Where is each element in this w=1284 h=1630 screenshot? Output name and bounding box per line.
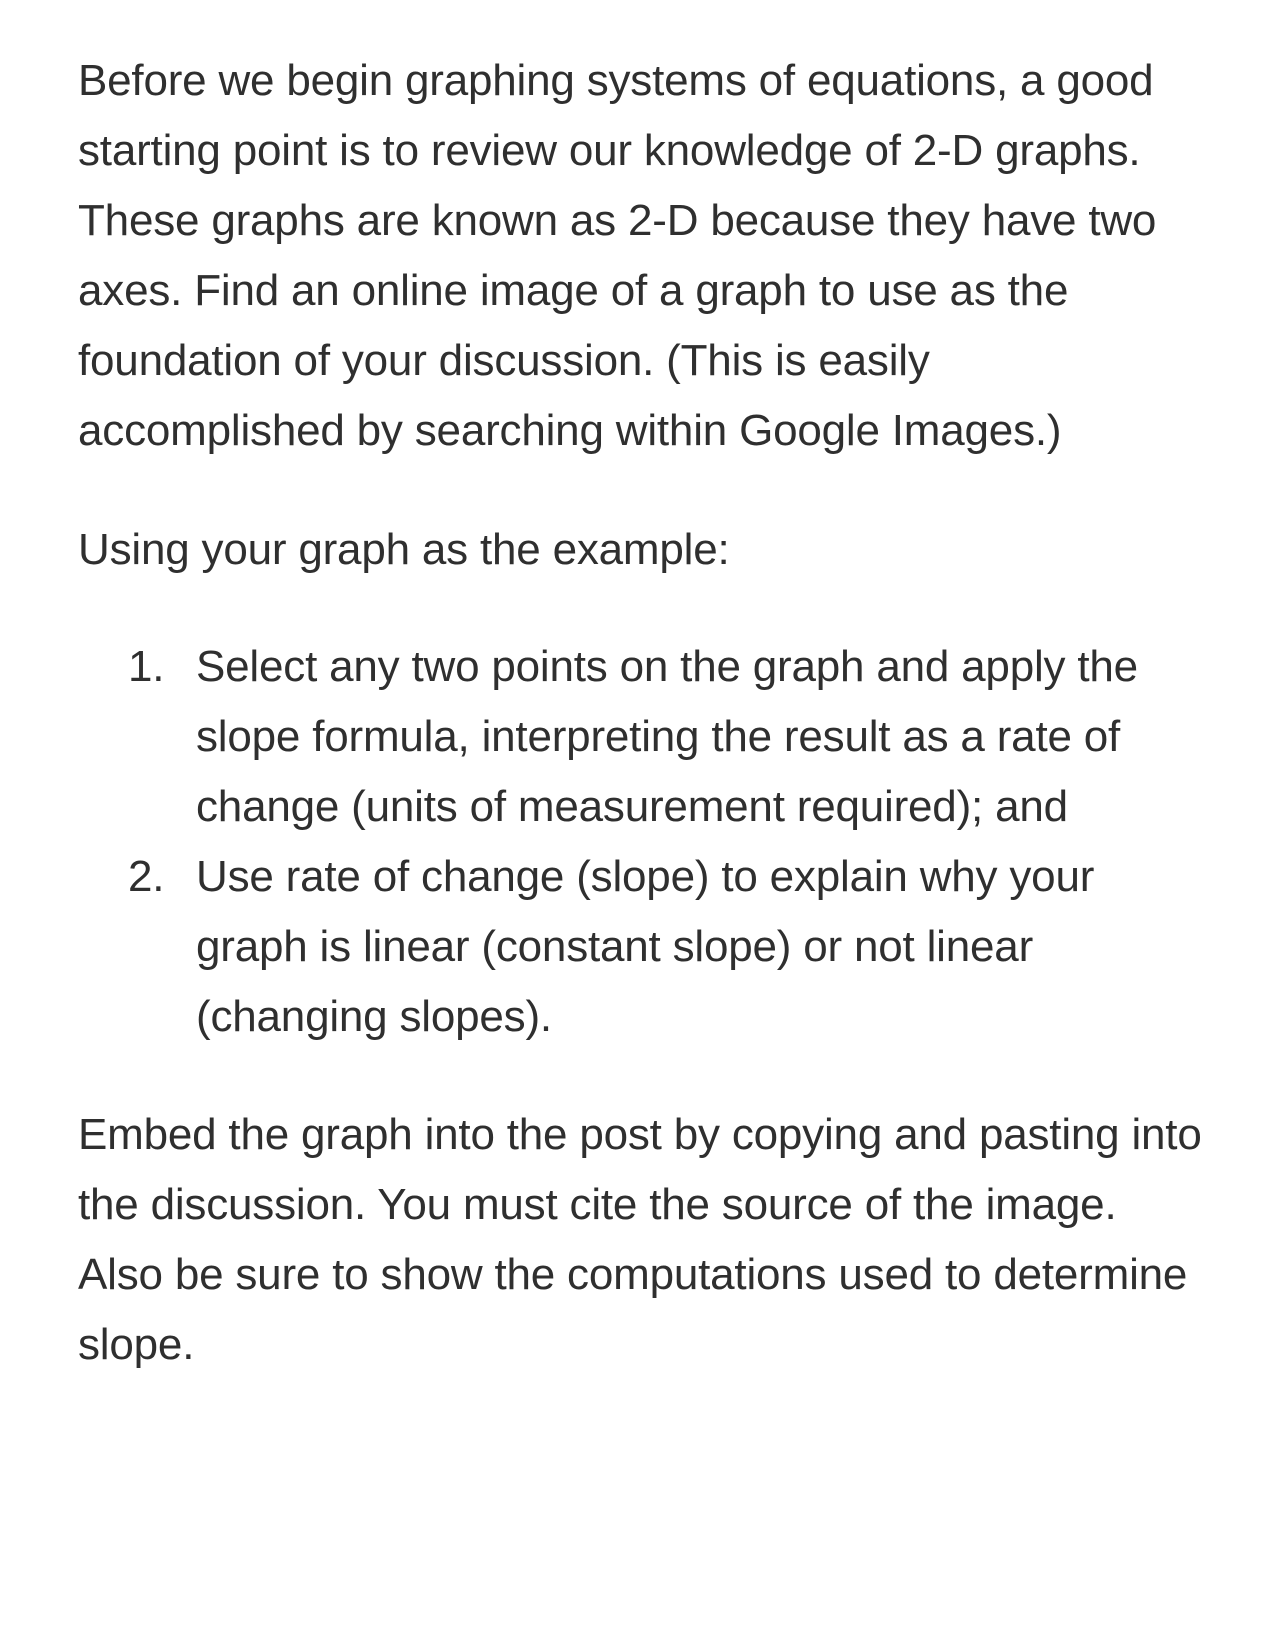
intro-paragraph: Before we begin graphing systems of equations, a good starting point is to review our knowledge of 2-D graphs. These graphs are known as 2-D because they have two axes. Find an online image of a graph to use as the foundation of your discussion. (This is easily accomplished by searching within Google Images.) — [78, 56, 1157, 455]
assignment-prompt — [78, 46, 1208, 1380]
step-text: Use rate of change (slope) to explain why your graph is linear (constant slope) or not linear (changing slopes). — [196, 852, 1095, 1041]
steps-list — [78, 632, 1208, 1052]
step-number: 1. — [128, 642, 165, 691]
step-text: Select any two points on the graph and apply the slope formula, interpreting the result as a rate of change (units of measurement required); and — [196, 642, 1138, 831]
lead-paragraph: Using your graph as the example: — [78, 525, 730, 574]
closing-paragraph: Embed the graph into the post by copying and pasting into the discussion. You must cite the source of the image. Also be sure to show the computations used to determine slope. — [78, 1110, 1202, 1369]
list-item — [78, 632, 1208, 842]
list-item — [78, 842, 1208, 1052]
step-number: 2. — [128, 852, 165, 901]
